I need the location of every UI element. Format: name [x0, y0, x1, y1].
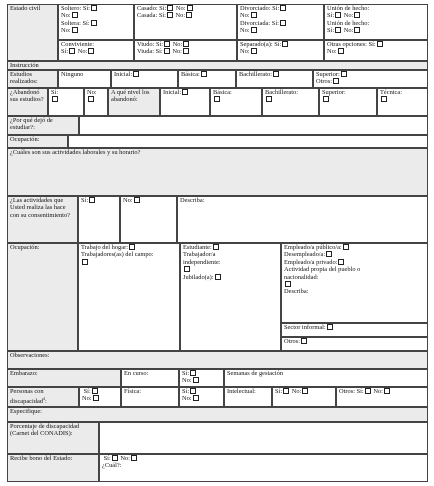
separado-label: Separado(a): Sí: [240, 41, 282, 48]
consentimiento-no-checkbox[interactable] [134, 197, 140, 203]
ab-inicial-label: Inicial: [163, 89, 182, 96]
estudios-label-cell [7, 70, 58, 88]
viudo-label: Viudo: Sí: [137, 41, 164, 48]
abandono-no-label: No: [87, 89, 97, 96]
semanas-label: Semanas de gestación [227, 370, 284, 377]
embarazo-label: Embarazo: [10, 370, 38, 377]
otros-discapacidad-cell [336, 387, 428, 407]
ninguno-cell [58, 70, 111, 88]
separado-no-checkbox[interactable] [251, 48, 257, 54]
union-1-si-label: Sí: [327, 12, 335, 20]
sector-informal-cell [281, 323, 428, 337]
discapacidad-colon: : [45, 398, 47, 406]
especifique-label: Especifique: [10, 408, 42, 415]
bono-no-checkbox[interactable] [131, 455, 137, 461]
abandono-si-cell [48, 88, 84, 116]
ab-basica-cell [210, 88, 262, 116]
soltero-cell [58, 4, 134, 40]
otros-ocupacion-cell [281, 337, 428, 351]
divorciado-no-label: No: [240, 12, 250, 20]
casado-no-label: No: [175, 5, 186, 12]
consentimiento-describa-label: Describa: [180, 197, 205, 204]
jubilado-checkbox[interactable] [215, 274, 221, 280]
fisica-label-cell [121, 387, 179, 407]
actividad-propia-label: Actividad propia del pueblo o nacionalidad: [284, 266, 361, 281]
en-curso-cell [121, 369, 179, 387]
estado-civil-label-cell [7, 4, 58, 61]
basica-checkbox[interactable] [201, 71, 207, 77]
union-2-no-checkbox[interactable] [354, 27, 360, 33]
otras-opciones-no-label: No: [327, 48, 337, 56]
bono-no-label: No: [120, 455, 130, 462]
ocupacion-header-text: Ocupación: [10, 136, 40, 143]
ab-superior-label: Superior: [322, 89, 346, 96]
especifique-cell [7, 407, 428, 422]
divorciado-si-checkbox[interactable] [280, 5, 286, 11]
intelectual-no-checkbox[interactable] [302, 388, 308, 394]
union-1-no-checkbox[interactable] [354, 12, 360, 18]
estudiante-label: Estudiante: [183, 244, 212, 251]
bono-si-checkbox[interactable] [112, 455, 118, 461]
union-2-no-label: No: [343, 27, 354, 35]
consentimiento-si-cell [78, 196, 120, 243]
bono-si-label: Sí: [103, 455, 111, 462]
jubilado-label: Jubilado(a): [183, 273, 214, 281]
ocupacion-header-cell [7, 135, 68, 148]
discapacidad-no-label: No: [82, 395, 92, 403]
divorciada-no-checkbox[interactable] [251, 27, 257, 33]
abandono-si-label: Sí: [51, 89, 59, 96]
divorciado-label: Divorciado: Sí: [240, 5, 280, 12]
a-que-nivel-label: A qué nivel los abandonó: [111, 89, 150, 104]
basica-label: Básica: [181, 71, 200, 78]
otros-estudios-checkbox[interactable] [333, 78, 339, 84]
semanas-cell[interactable] [224, 369, 428, 387]
divorciado-no-checkbox[interactable] [251, 12, 257, 18]
actividades-cell [7, 148, 428, 196]
bono-label: Recibe bono del Estado: [10, 455, 73, 462]
otros-discapacidad-si-checkbox[interactable] [365, 388, 371, 394]
bachillerato-checkbox[interactable] [273, 71, 279, 77]
otras-opciones-no-checkbox[interactable] [338, 48, 344, 54]
intelectual-si-checkbox[interactable] [283, 388, 289, 394]
otras-opciones-si-checkbox[interactable] [377, 41, 383, 47]
divorciada-label: Divorciada: Sí: [240, 19, 279, 27]
embarazo-si-checkbox[interactable] [190, 370, 196, 376]
desempleado-checkbox[interactable] [326, 251, 332, 257]
discapacidad-label: Personas con discapacidad [10, 388, 44, 406]
ocupacion-label: Ocupación: [10, 244, 40, 251]
fisica-si-checkbox[interactable] [190, 388, 196, 394]
soltera-no-label: No: [61, 27, 71, 35]
divorciada-si-checkbox[interactable] [280, 20, 286, 26]
soltero-label: Soltero: Sí: [61, 5, 90, 12]
union-1-si-checkbox[interactable] [335, 12, 341, 18]
intelectual-si-label: Sí: [275, 388, 283, 395]
discapacidad-si-label: Sí: [83, 388, 91, 395]
soltera-label: Soltera: Sí: [61, 19, 90, 27]
separado-si-checkbox[interactable] [282, 41, 288, 47]
trabajo-hogar-label: Trabajo del hogar: [81, 244, 128, 251]
discapacidad-si-no-cell [79, 387, 121, 407]
otros-discapacidad-label: Otros: [339, 388, 355, 395]
ab-superior-checkbox[interactable] [323, 96, 329, 102]
observaciones-cell [7, 351, 428, 369]
ninguno-label: Ninguno [61, 71, 84, 78]
casada-si-checkbox[interactable] [167, 12, 173, 18]
bachillerato-label: Bachillerato: [239, 71, 273, 78]
casado-label: Casado: Sí: [137, 5, 167, 12]
trabajadores-campo-label: Trabajadores(as) del campo: [81, 251, 154, 259]
estudiante-checkbox[interactable] [213, 244, 219, 250]
estudios-label: Estudios realizados: [10, 71, 38, 86]
union-1-no-label: No: [343, 12, 354, 20]
intelectual-label: Intelectual: [227, 388, 256, 395]
inicial-checkbox[interactable] [133, 71, 139, 77]
union-hecho-cell [324, 4, 428, 40]
divorciado-cell [237, 4, 324, 40]
fisica-si-label: Sí: [182, 388, 190, 395]
inicial-cell [111, 70, 178, 88]
casada-no-checkbox[interactable] [186, 12, 192, 18]
abandono-label-cell [7, 88, 48, 116]
viuda-si-checkbox[interactable] [164, 48, 170, 54]
ab-inicial-checkbox[interactable] [182, 89, 188, 95]
soltera-si-checkbox[interactable] [91, 20, 97, 26]
soltero-no-label: No: [61, 12, 71, 20]
casada-no-label: No: [175, 12, 186, 20]
por-que-field[interactable] [79, 116, 428, 135]
ocupacion-col3 [281, 243, 428, 323]
en-curso-label: En curso: [124, 370, 149, 377]
empleado-privado-checkbox[interactable] [338, 259, 344, 265]
conviviente-label: Conviviente: [61, 41, 95, 48]
intelectual-no-label: No: [291, 388, 302, 395]
conviviente-si-label: Sí: [61, 48, 69, 56]
conviviente-si-checkbox[interactable] [69, 48, 75, 54]
soltera-no-checkbox[interactable] [72, 27, 78, 33]
independiente-checkbox[interactable] [184, 266, 190, 272]
superior-label: Superior: [316, 71, 340, 78]
porcentaje-label: Porcentaje de discapacidad (Carnet del CONADIS): [10, 423, 80, 438]
separado-cell [237, 40, 324, 61]
embarazo-no-label: No: [182, 377, 192, 385]
soltero-no-checkbox[interactable] [72, 12, 78, 18]
union-2-label: Unión de hecho: [327, 19, 370, 27]
viuda-no-checkbox[interactable] [183, 48, 189, 54]
ab-basica-checkbox[interactable] [214, 96, 220, 102]
embarazo-label-cell [7, 369, 121, 387]
fisica-si-no-cell [179, 387, 224, 407]
empleado-privado-label: Empleado/a privado: [284, 258, 338, 266]
actividad-describa-label: Describa: [284, 288, 309, 296]
consentimiento-si-label: Sí: [81, 197, 89, 204]
discapacidad-label-cell [7, 387, 79, 407]
por-que-label-cell [7, 116, 79, 135]
instruccion-header-text: Instrucción [10, 62, 39, 69]
ocupacion-col1 [78, 243, 180, 351]
ab-tecnica-cell [377, 88, 428, 116]
separado-no-label: No: [240, 48, 250, 56]
conviviente-cell [58, 40, 134, 61]
actividades-pregunta: ¿Cuáles son sus actividades laborales y su horario? [10, 149, 141, 156]
ocupacion-label-cell [7, 243, 78, 351]
intelectual-si-no-cell [272, 387, 336, 407]
bono-cual-label: ¿Cuál?: [102, 462, 122, 470]
soltero-si-checkbox[interactable] [91, 5, 97, 11]
trabajadores-campo-checkbox[interactable] [82, 259, 88, 265]
divorciada-no-label: No: [240, 27, 250, 35]
consentimiento-describa-cell[interactable] [177, 196, 428, 243]
otros-discapacidad-si-label: Sí: [356, 388, 364, 395]
estado-civil-label: Estado civil [10, 5, 41, 12]
viuda-label: Viuda: Sí: [137, 48, 163, 56]
viudo-si-checkbox[interactable] [164, 41, 170, 47]
casada-label: Casada: Sí: [137, 12, 166, 20]
union-1-label: Unión de hecho: [327, 5, 370, 12]
instruccion-header [7, 61, 428, 70]
otras-opciones-label: Otras opciones: Sí: [327, 41, 376, 48]
ab-bachillerato-label: Bachillerato: [265, 89, 299, 96]
bono-options-cell [99, 454, 428, 482]
discapacidad-footnote: 4 [43, 396, 46, 402]
inicial-label: Inicial: [114, 71, 133, 78]
ab-superior-cell [319, 88, 377, 116]
embarazo-si-no-cell [179, 369, 224, 387]
otros-estudios-label: Otros: [316, 78, 332, 86]
union-2-si-checkbox[interactable] [335, 27, 341, 33]
ab-inicial-cell [160, 88, 210, 116]
casado-no-checkbox[interactable] [187, 5, 193, 11]
abandono-no-cell [84, 88, 108, 116]
ab-tecnica-label: Técnica: [380, 89, 402, 96]
empleado-publico-checkbox[interactable] [343, 244, 349, 250]
otros-ocupacion-label: Otros: [284, 338, 300, 345]
otros-discapacidad-no-label: No: [373, 388, 383, 395]
viudo-no-label: No: [172, 41, 183, 48]
fisica-no-checkbox[interactable] [193, 395, 199, 401]
por-que-label: ¿Por qué dejó de estudiar?: [10, 117, 53, 132]
viudo-cell [134, 40, 237, 61]
sector-informal-label: Sector informal: [284, 324, 326, 331]
abandono-no-checkbox[interactable] [88, 96, 94, 102]
casado-cell [134, 4, 237, 40]
fisica-label: Física: [124, 388, 142, 395]
ab-tecnica-checkbox[interactable] [381, 96, 387, 102]
consentimiento-si-checkbox[interactable] [89, 197, 95, 203]
porcentaje-label-cell [7, 422, 99, 454]
otros-discapacidad-no-checkbox[interactable] [384, 388, 390, 394]
embarazo-si-label: Sí: [182, 370, 190, 377]
ocupacion-col2 [180, 243, 281, 351]
consentimiento-no-cell [120, 196, 177, 243]
sector-informal-checkbox[interactable] [327, 324, 333, 330]
consentimiento-label-cell [7, 196, 78, 243]
bono-label-cell [7, 454, 99, 482]
observaciones-label: Observaciones: [10, 352, 50, 359]
abandono-si-checkbox[interactable] [52, 96, 58, 102]
porcentaje-field[interactable] [99, 422, 428, 454]
ocupacion-header-field[interactable] [68, 135, 428, 148]
viuda-no-label: No: [172, 48, 182, 56]
abandono-label: ¿Abandonó sus estudios? [10, 89, 44, 104]
viudo-no-checkbox[interactable] [183, 41, 189, 47]
discapacidad-no-checkbox[interactable] [93, 395, 99, 401]
intelectual-label-cell [224, 387, 272, 407]
ab-bachillerato-checkbox[interactable] [266, 96, 272, 102]
bachillerato-cell [236, 70, 313, 88]
a-que-nivel-cell [108, 88, 160, 116]
embarazo-no-checkbox[interactable] [193, 377, 199, 383]
conviviente-no-label: No: [77, 48, 88, 56]
desempleado-label: Desempleado/a: [284, 251, 326, 259]
actividad-propia-checkbox[interactable] [285, 281, 291, 287]
discapacidad-si-checkbox[interactable] [92, 388, 98, 394]
consentimiento-label: ¿Las actividades que Usted realiza las hace con su consentimiento? [10, 197, 70, 219]
empleado-publico-label: Empleado/a público/a: [284, 244, 342, 251]
independiente-label: Trabajador/a independiente: [183, 251, 221, 266]
ab-bachillerato-cell [262, 88, 319, 116]
consentimiento-no-label: No: [123, 197, 133, 204]
otras-opciones-cell [324, 40, 428, 61]
casado-si-checkbox[interactable] [167, 5, 173, 11]
ab-basica-label: Básica: [213, 89, 232, 96]
fisica-no-label: No: [182, 395, 192, 403]
basica-cell [178, 70, 236, 88]
trabajo-hogar-checkbox[interactable] [129, 244, 135, 250]
conviviente-no-checkbox[interactable] [88, 48, 94, 54]
superior-checkbox[interactable] [341, 71, 347, 77]
otros-ocupacion-checkbox[interactable] [301, 338, 307, 344]
superior-cell [313, 70, 428, 88]
union-2-si-label: Sí: [327, 27, 335, 35]
